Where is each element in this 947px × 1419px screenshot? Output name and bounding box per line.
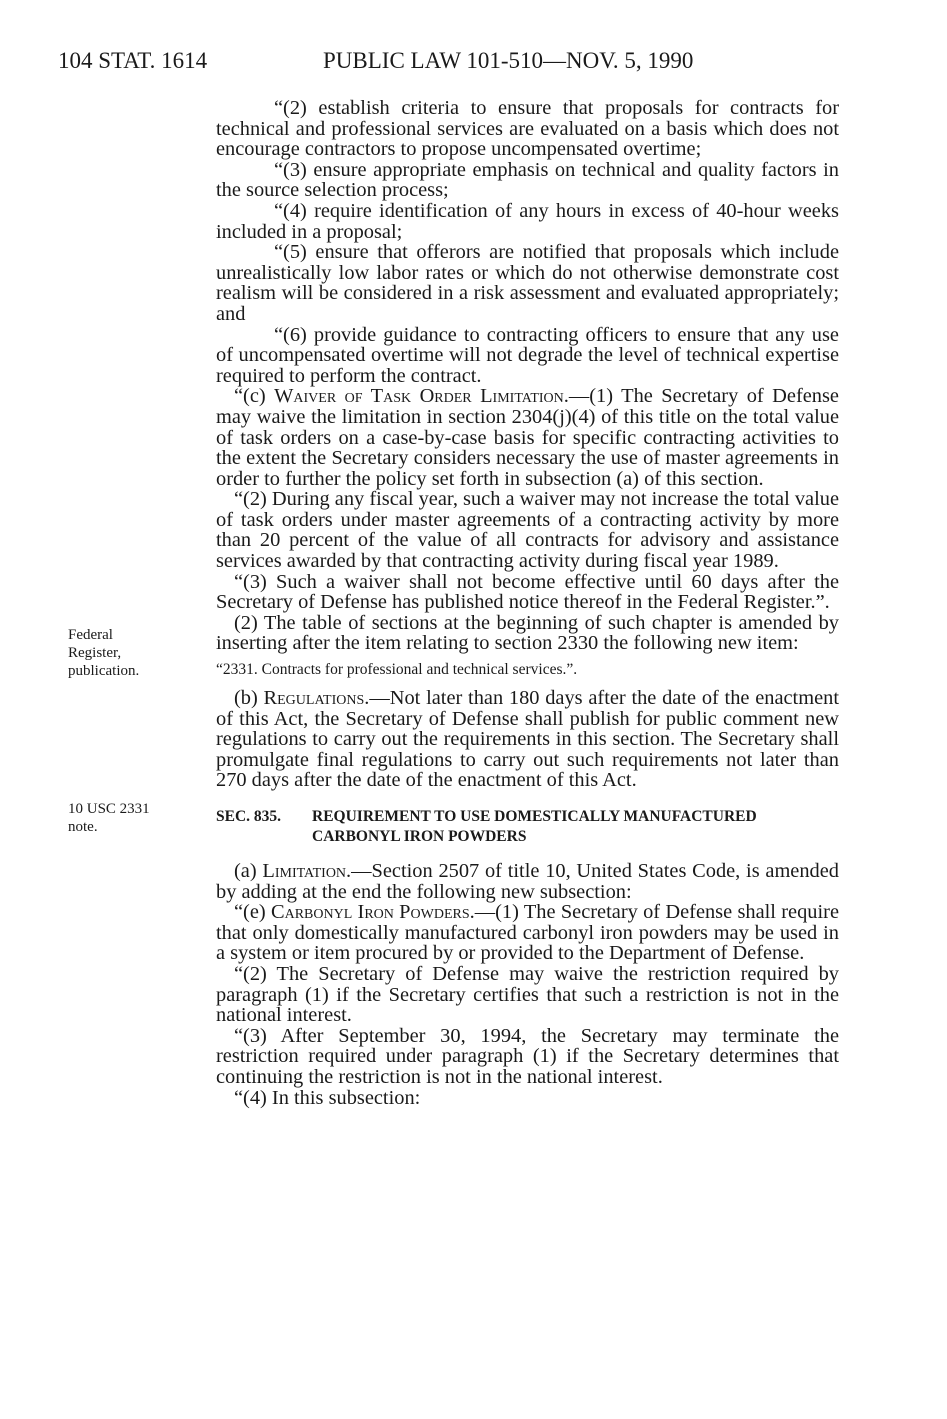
margin-note-federal-register	[68, 626, 188, 680]
subsection-e	[216, 902, 839, 964]
margin-note-line: publication.	[68, 663, 140, 679]
margin-note-line: 10 USC 2331	[68, 801, 150, 817]
subsection-e-open: “(e)	[234, 901, 271, 924]
subsection-c-2: “(2) During any fiscal year, such a waiver may not increase the total value of task orders under master agreements of a contracting activity by more than 20 percent of the value of all contracts for advisory and assistance services awarded by that contracting activity during fiscal year 1989.	[216, 488, 839, 573]
statute-page-number: 104 STAT. 1614	[58, 48, 208, 73]
table-amendment: (2) The table of sections at the beginning of such chapter is amended by inserting after the item relating to section 2330 the following new item:	[216, 611, 839, 655]
section-number: SEC. 835.	[216, 808, 282, 825]
subsection-a-open: (a)	[234, 860, 263, 882]
section-heading	[216, 807, 839, 847]
subsection-a-text: .—Section 2507 of title 10, United States Code, is amended by adding at the end the following new subsection:	[216, 860, 839, 903]
subsection-c-text: .—(1) The Secretary of Defense may waive the limitation in section 2304(j)(4) of this title on the total value of task orders on a case-by-case basis for specific contracting activities to the extent the Secretary considers necessary the use of master agreements in order to further the policy set forth in subsection (a) of this section.	[216, 385, 839, 490]
subsection-e-heading: Carbonyl Iron Powders	[270, 901, 470, 924]
subsection-c-heading: Waiver of Task Order Limitation	[274, 385, 564, 408]
margin-note-line: note.	[68, 819, 98, 835]
subsection-b-text: .—Not later than 180 days after the date of the enactment of this Act, the Secretary of Defense shall publish for public comment new regulations to carry out the requirements in this section. The Secretary shall promulgate final regulations to carry out such requirements not later than 270 days after the date of the enactment of this Act.	[216, 687, 839, 792]
margin-note-usc	[68, 800, 188, 836]
subsection-e-3: “(3) After September 30, 1994, the Secretary may terminate the restriction required under paragraph (1) if the Secretary determines that continuing the restriction is not in the national interest.	[216, 1024, 839, 1088]
subsection-a	[216, 861, 839, 902]
subsection-c-3: “(3) Such a waiver shall not become effective until 60 days after the Secretary of Defense has published notice thereof in the Federal Register.”.	[216, 570, 839, 614]
subsection-b-heading: Regulations	[263, 687, 365, 710]
subsection-c-open: “(c)	[234, 385, 275, 408]
margin-note-line: Register,	[68, 645, 122, 661]
section-title: REQUIREMENT TO USE DOMESTICALLY MANUFACTURED CARBONYL IRON POWDERS	[312, 808, 757, 845]
paragraph-3: “(3) ensure appropriate emphasis on technical and quality factors in the source selection process;	[216, 158, 839, 202]
subsection-e-text: .—(1) The Secretary of Defense shall require that only domestically manufactured carbonyl iron powders may be used in a system or item procured by or provided to the Department of Defense.	[216, 901, 840, 965]
paragraph-5: “(5) ensure that offerors are notified that proposals which include unrealistically low labor rates or which do not otherwise demonstrate cost realism will be considered in a risk assessment and evaluated appropriately; and	[216, 241, 839, 325]
subsection-e-4: “(4) In this subsection:	[234, 1086, 421, 1109]
subsection-b	[216, 688, 839, 791]
subsection-b-open: (b)	[234, 687, 264, 710]
paragraph-4: “(4) require identification of any hours in excess of 40-hour weeks included in a proposal;	[216, 199, 839, 243]
subsection-c	[216, 386, 839, 489]
margin-note-line: Federal	[68, 627, 113, 643]
subsection-e-2: “(2) The Secretary of Defense may waive the restriction required by paragraph (1) if the Secretary certifies that such a restriction is not in the national interest.	[216, 962, 839, 1027]
paragraph-6: “(6) provide guidance to contracting officers to ensure that any use of uncompensated overtime will not degrade the level of technical expertise required to perform the contract.	[216, 323, 839, 387]
page-header	[58, 48, 858, 80]
table-item: “2331. Contracts for professional and technical services.”.	[216, 661, 578, 679]
paragraph-2: “(2) establish criteria to ensure that proposals for contracts for technical and professional services are evaluated on a basis which does not encourage contractors to propose uncompensated overtime;	[216, 97, 839, 161]
subsection-a-heading: Limitation	[262, 860, 347, 882]
body-text-column	[216, 98, 839, 1108]
public-law-citation: PUBLIC LAW 101-510—NOV. 5, 1990	[323, 48, 694, 73]
